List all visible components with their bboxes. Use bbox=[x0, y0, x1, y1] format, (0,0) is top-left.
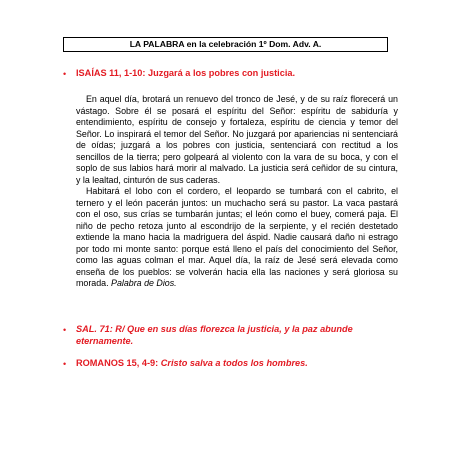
heading-salmo-text: SAL. 71: R/ Que en sus días florezca la justicia, y la paz abunde eternamente. bbox=[76, 324, 353, 346]
isaias-paragraph-2 bbox=[76, 186, 398, 290]
heading-isaias: ISAÍAS 11, 1-10: Juzgará a los pobres con justicia. bbox=[76, 68, 296, 78]
isaias-reading-text bbox=[76, 94, 398, 290]
heading-romanos bbox=[76, 357, 398, 369]
document-title bbox=[63, 37, 388, 52]
closing-formula: Palabra de Dios. bbox=[111, 278, 177, 288]
document-title-text: LA PALABRA en la celebración 1º Dom. Adv. A. bbox=[129, 39, 322, 49]
heading-romanos-ref: ROMANOS 15, 4-9: bbox=[76, 358, 159, 368]
heading-romanos-title: Cristo salva a todos los hombres. bbox=[158, 358, 308, 368]
bullet-romanos: • bbox=[63, 359, 67, 369]
isaias-paragraph-2-body: Habitará el lobo con el cordero, el leopardo se tumbará con el cabrito, el ternero y el león pacerán juntos: un muchacho será su pastor. La vaca pastará con el oso, sus crías se tumbarán juntas; el león como el buey, comerá paja. El niño de pecho retoza junto al escondrijo de la serpiente, y el recién destetado extiende la mano hacia la madriguera del áspid. Nadie causará daño ni estrago por todo mi monte santo: porque está lleno el país del conocimiento del Señor, como las aguas colman el mar. Aquel día, la raíz de Jesé será elevada como enseña de los pueblos: se volverán hacia ella las naciones y será gloriosa su morada. bbox=[76, 186, 398, 288]
bullet-salmo: • bbox=[63, 325, 67, 335]
bullet-isaias: • bbox=[63, 69, 67, 79]
heading-salmo bbox=[76, 323, 398, 347]
isaias-paragraph-1: En aquel día, brotará un renuevo del tronco de Jesé, y de su raíz florecerá un vástago. Sobre él se posará el espíritu del Señor: espíritu de sabiduría y entendimiento, espíritu de consejo y fortaleza, espíritu de ciencia y temor del Señor. Lo inspirará el temor del Señor. No juzgará por apariencias ni sentenciará de oídas; juzgará a los pobres con justicia, sentenciará con rectitud a los sencillos de la tierra; pero golpeará al violento con la vara de su boca, y con el soplo de sus labios hará morir al malvado. La justicia será ceñidor de su cintura, y la lealtad, cinturón de sus caderas. bbox=[76, 94, 398, 185]
